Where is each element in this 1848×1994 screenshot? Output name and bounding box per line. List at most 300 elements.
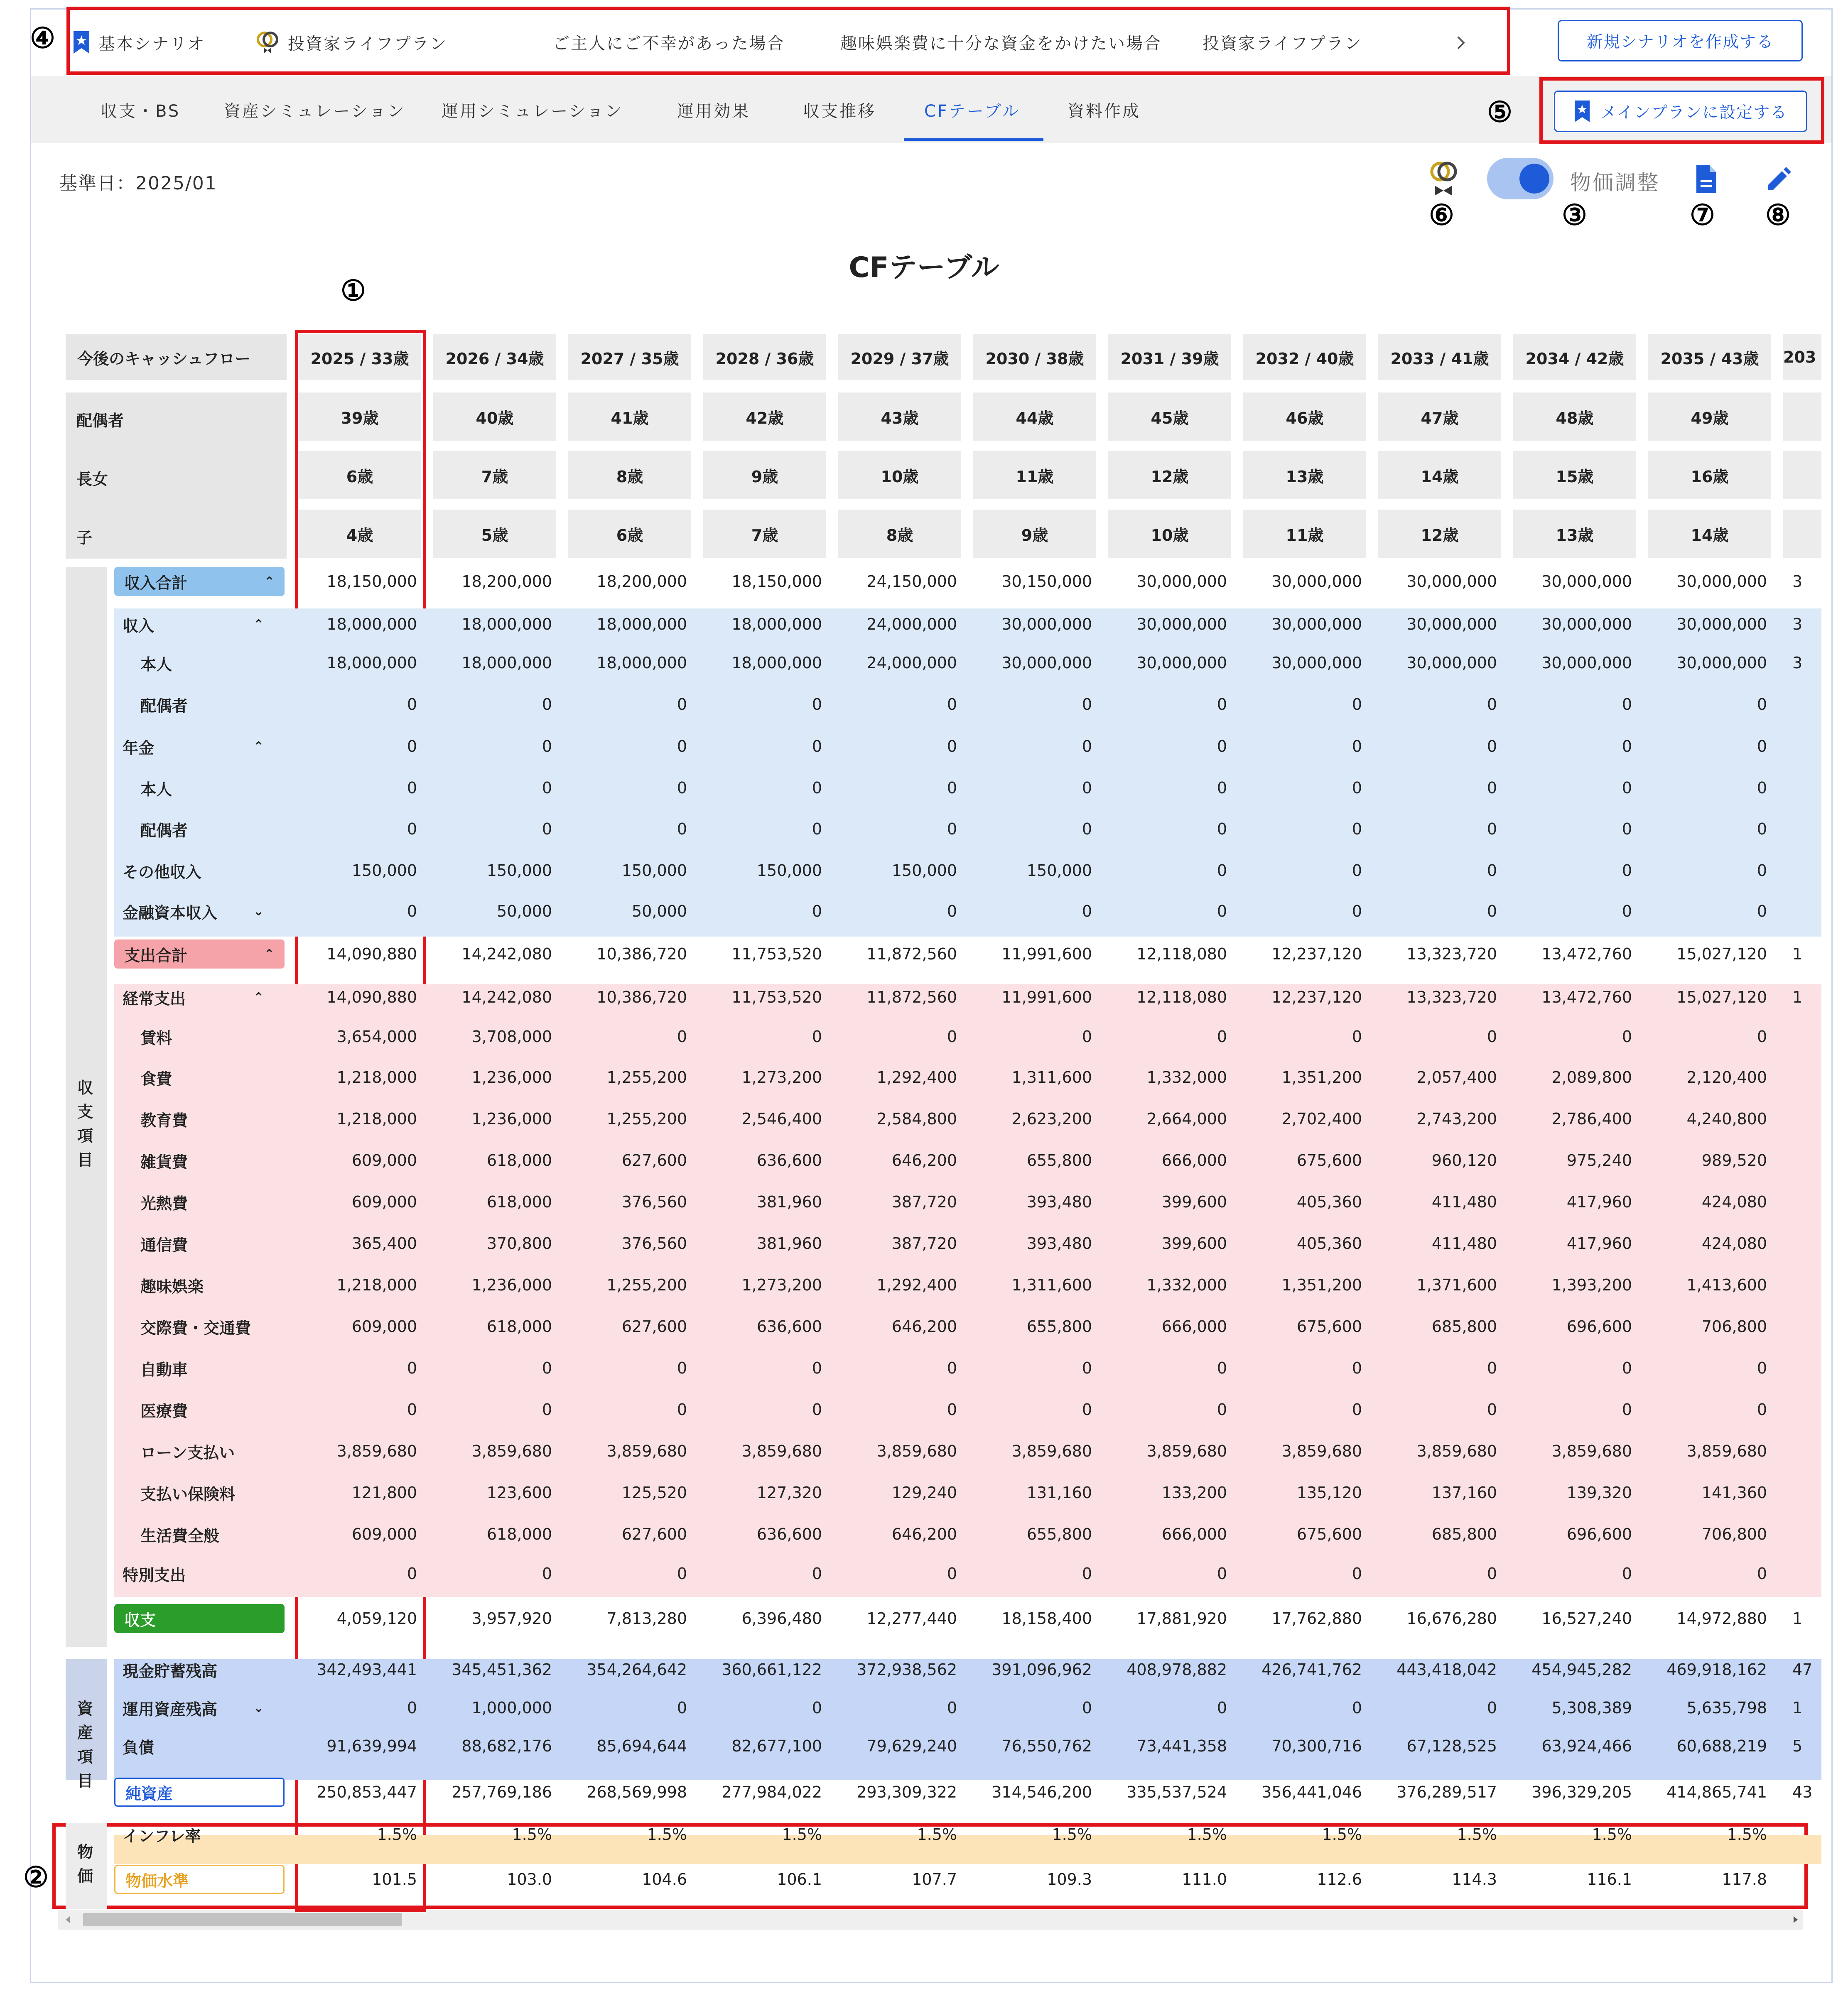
- table-cell: 16,527,240: [1541, 1609, 1632, 1628]
- table-cell: 16,676,280: [1406, 1609, 1497, 1628]
- table-cell: 14,090,880: [326, 988, 417, 1006]
- year-header: 2035 / 43歳: [1648, 334, 1771, 380]
- table-cell: 0: [1487, 820, 1497, 838]
- row-label: [140, 649, 172, 677]
- scroll-right-icon[interactable]: [1790, 1915, 1800, 1925]
- base-date: 基準日：2025/01: [59, 173, 217, 194]
- table-cell: 405,360: [1296, 1193, 1362, 1211]
- table-cell: 376,560: [621, 1193, 687, 1211]
- table-cell: 18,000,000: [731, 654, 822, 672]
- table-cell: 0: [812, 1359, 822, 1377]
- family-age: 48歳: [1513, 392, 1636, 441]
- table-cell: 0: [1622, 1359, 1632, 1377]
- row-label: [123, 1822, 201, 1847]
- table-cell: 2,120,400: [1686, 1068, 1767, 1087]
- scenario-tab-label: 趣味娯楽費に十分な資金をかけたい場合: [840, 34, 1162, 53]
- scenario-tab-label: 基本シナリオ: [98, 34, 206, 54]
- table-cell: 106.1: [777, 1870, 822, 1889]
- row-pill-29[interactable]: [114, 1778, 285, 1807]
- table-title: CFテーブル: [849, 251, 999, 284]
- table-cell: 0: [1082, 902, 1092, 920]
- row-label[interactable]: [123, 1694, 264, 1722]
- table-cell: 0: [1217, 1359, 1227, 1377]
- table-cell: 666,000: [1161, 1525, 1227, 1543]
- new-scenario-button[interactable]: 新規シナリオを作成する: [1558, 20, 1803, 61]
- table-cell: 0: [1487, 695, 1497, 714]
- row-label-text: 収支: [124, 1611, 156, 1629]
- row-label-text: ローン支払い: [140, 1443, 235, 1462]
- row-label-text: その他収入: [123, 863, 202, 881]
- annotation-6: ⑥: [1429, 199, 1454, 232]
- table-cell: 370,800: [486, 1234, 552, 1253]
- table-cell: 627,600: [621, 1525, 687, 1543]
- table-cell: 293,309,322: [857, 1783, 957, 1801]
- table-cell: 609,000: [351, 1317, 417, 1336]
- rings-icon[interactable]: [1429, 160, 1458, 197]
- row-label[interactable]: [123, 897, 264, 925]
- row-label[interactable]: [123, 732, 264, 760]
- chevron-up-icon[interactable]: ⌃: [253, 617, 264, 632]
- table-cell: 0: [542, 695, 552, 714]
- table-cell: 150,000: [351, 861, 417, 880]
- table-cell: 469,918,162: [1666, 1660, 1767, 1679]
- row-pill-25[interactable]: [114, 1604, 285, 1633]
- table-cell: 107.7: [912, 1870, 957, 1889]
- table-cell: 1,218,000: [336, 1276, 417, 1294]
- table-cell: 0: [1487, 1028, 1497, 1046]
- table-cell: 0: [1217, 1565, 1227, 1583]
- family-age: [1783, 510, 1821, 558]
- tab-item[interactable]: 運用シミュレーション: [442, 101, 623, 121]
- row-label-text: 現金貯蓄残高: [123, 1662, 218, 1680]
- tab-item[interactable]: 運用効果: [677, 101, 750, 121]
- table-cell: 13,323,720: [1406, 945, 1497, 963]
- row-label-text: 医療費: [140, 1402, 188, 1420]
- table-cell: 14,972,880: [1676, 1609, 1767, 1628]
- table-cell: 0: [1757, 695, 1767, 714]
- pencil-icon[interactable]: [1765, 165, 1793, 193]
- table-cell: 112.6: [1317, 1870, 1362, 1889]
- table-cell: 0: [1352, 820, 1362, 838]
- family-age: 7歳: [433, 451, 556, 499]
- row-label-text: 収入合計: [124, 574, 188, 592]
- annotation-7: ⑦: [1690, 199, 1715, 232]
- section-label: 収 支 項 目: [77, 1079, 93, 1169]
- family-age: 8歳: [568, 451, 691, 499]
- row-label-text: 負債: [123, 1738, 155, 1757]
- family-age: 7歳: [703, 510, 826, 558]
- table-cell: 30,000,000: [1676, 615, 1767, 633]
- table-cell: 12,118,080: [1136, 945, 1227, 963]
- row-pill-9[interactable]: [114, 939, 285, 969]
- table-cell: 1,393,200: [1551, 1276, 1632, 1294]
- table-cell: 706,800: [1701, 1525, 1767, 1543]
- table-cell: 618,000: [486, 1151, 552, 1170]
- annotation-4: ④: [30, 22, 55, 55]
- table-cell: 0: [1082, 695, 1092, 714]
- row-pill-31[interactable]: [114, 1865, 285, 1894]
- table-cell: [1783, 897, 1821, 925]
- family-age: 5歳: [433, 510, 556, 558]
- table-cell: 30,000,000: [1136, 654, 1227, 672]
- row-label-text: 光熱費: [140, 1194, 188, 1213]
- annotation-1: ①: [341, 274, 366, 307]
- family-age: 16歳: [1648, 451, 1771, 499]
- table-cell: 18,150,000: [731, 572, 822, 591]
- table-cell: [1783, 815, 1821, 843]
- table-cell: 1.5%: [512, 1825, 552, 1844]
- table-cell: 150,000: [756, 861, 822, 880]
- table-cell: 646,200: [891, 1525, 957, 1543]
- table-cell: 11,872,560: [866, 945, 957, 963]
- tab-item[interactable]: 収支・BS: [101, 101, 181, 121]
- year-header: 203: [1783, 334, 1821, 380]
- table-cell: 0: [1622, 1028, 1632, 1046]
- row-label-text: 純資産: [125, 1784, 173, 1803]
- row-label[interactable]: [123, 1560, 186, 1588]
- table-cell: 0: [677, 1359, 687, 1377]
- table-cell: 79,629,240: [866, 1737, 957, 1755]
- table-cell: 3,859,680: [1011, 1442, 1092, 1460]
- table-cell: 30,150,000: [1001, 572, 1092, 591]
- table-cell: 82,677,100: [731, 1737, 822, 1755]
- table-cell: 139,320: [1566, 1484, 1632, 1502]
- scenario-tab-label: ご主人にご不幸があった場合: [553, 34, 785, 53]
- table-cell: 30,000,000: [1001, 654, 1092, 672]
- tab-item[interactable]: 資産シミュレーション: [224, 101, 406, 121]
- table-cell: 360,661,122: [722, 1660, 822, 1679]
- table-cell: 0: [1622, 1565, 1632, 1583]
- row-label-text: 配偶者: [140, 697, 188, 715]
- table-cell: [1783, 690, 1821, 719]
- year-header: 2031 / 39歳: [1108, 334, 1231, 380]
- year-header: 2028 / 36歳: [703, 334, 826, 380]
- table-cell: 11,753,520: [731, 945, 822, 963]
- table-cell: [1783, 774, 1821, 802]
- tab-item[interactable]: CFテーブル: [924, 101, 1021, 121]
- table-cell: 405,360: [1296, 1234, 1362, 1253]
- table-cell: 2,623,200: [1011, 1110, 1092, 1128]
- table-cell: 335,537,524: [1126, 1783, 1227, 1801]
- table-cell: 3,859,680: [1146, 1442, 1227, 1460]
- table-cell: 104.6: [642, 1870, 687, 1889]
- table-cell: [1783, 1063, 1821, 1091]
- table-cell: 0: [407, 1359, 417, 1377]
- family-age: 40歳: [433, 392, 556, 441]
- family-label: 配偶者: [76, 411, 124, 430]
- year-header: 2034 / 42歳: [1513, 334, 1636, 380]
- table-cell: 0: [542, 1400, 552, 1419]
- row-label-text: 本人: [140, 655, 172, 674]
- table-cell: 609,000: [351, 1193, 417, 1211]
- section-label: 物 価: [77, 1843, 93, 1885]
- table-cell: 0: [677, 1028, 687, 1046]
- table-cell: 0: [1352, 779, 1362, 797]
- family-age: [1783, 451, 1821, 499]
- table-cell: 443,418,042: [1396, 1660, 1497, 1679]
- table-cell: 43: [1792, 1783, 1813, 1801]
- family-age: 6歳: [298, 451, 421, 499]
- table-cell: 0: [1352, 1359, 1362, 1377]
- row-label: [140, 1271, 204, 1299]
- table-cell: [1783, 1354, 1821, 1382]
- table-cell: 0: [407, 1400, 417, 1419]
- row-label-text: 年金: [123, 738, 155, 757]
- table-cell: 30,000,000: [1541, 654, 1632, 672]
- table-cell: 116.1: [1587, 1870, 1632, 1889]
- table-cell: 268,569,998: [587, 1783, 687, 1801]
- table-cell: 376,560: [621, 1234, 687, 1253]
- table-cell: 250,853,447: [317, 1783, 417, 1801]
- table-cell: 1.5%: [1322, 1825, 1362, 1844]
- row-label-text: 食費: [140, 1069, 172, 1088]
- table-cell: 0: [407, 1699, 417, 1717]
- table-cell: 636,600: [756, 1525, 822, 1543]
- table-cell: 0: [812, 820, 822, 838]
- table-cell: 0: [1757, 902, 1767, 920]
- table-cell: 0: [677, 779, 687, 797]
- table-cell: 354,264,642: [587, 1660, 687, 1679]
- table-cell: 376,289,517: [1396, 1783, 1497, 1801]
- scenario-tab-label: 投資家ライフプラン: [1203, 34, 1362, 53]
- row-pill-0[interactable]: [114, 567, 285, 596]
- row-label: [140, 774, 172, 802]
- table-cell: 1,332,000: [1146, 1068, 1227, 1087]
- row-label: [140, 1188, 188, 1216]
- table-cell: 0: [1622, 695, 1632, 714]
- table-cell: 0: [947, 902, 957, 920]
- row-label[interactable]: [123, 983, 264, 1012]
- table-cell: 1,218,000: [336, 1110, 417, 1128]
- table-cell: 5,635,798: [1686, 1699, 1767, 1717]
- row-label-text: 支出合計: [124, 946, 188, 965]
- table-cell: 618,000: [486, 1193, 552, 1211]
- table-cell: 50,000: [632, 902, 687, 920]
- table-cell: 0: [1487, 902, 1497, 920]
- table-cell: 342,493,441: [317, 1660, 417, 1679]
- row-label-text: 収入: [123, 616, 155, 635]
- table-cell: 0: [812, 1028, 822, 1046]
- year-header: 2026 / 34歳: [433, 334, 556, 380]
- document-icon[interactable]: [1695, 164, 1718, 194]
- table-cell: 30,000,000: [1676, 654, 1767, 672]
- table-cell: 424,080: [1701, 1193, 1767, 1211]
- price-adjust-label: 物価調整: [1570, 171, 1660, 195]
- table-cell: 13,472,760: [1541, 945, 1632, 963]
- table-cell: 411,480: [1431, 1193, 1497, 1211]
- family-age: 10歳: [838, 451, 961, 499]
- table-cell: 0: [677, 737, 687, 755]
- table-cell: 11,872,560: [866, 988, 957, 1006]
- chevron-down-icon[interactable]: ⌄: [253, 904, 264, 919]
- tab-item[interactable]: 資料作成: [1068, 101, 1141, 121]
- table-cell: 101.5: [372, 1870, 417, 1889]
- table-cell: 30,000,000: [1406, 654, 1497, 672]
- family-age: 14歳: [1648, 510, 1771, 558]
- table-cell: [1783, 1437, 1821, 1465]
- table-cell: 1,000,000: [471, 1699, 552, 1717]
- table-cell: 18,000,000: [326, 654, 417, 672]
- family-age: 9歳: [703, 451, 826, 499]
- scroll-left-icon[interactable]: [63, 1915, 73, 1925]
- table-cell: 0: [947, 1028, 957, 1046]
- tab-item[interactable]: 収支推移: [803, 101, 876, 121]
- table-cell: [1783, 1188, 1821, 1216]
- row-label-text: 自動車: [140, 1360, 188, 1379]
- table-cell: 0: [1757, 737, 1767, 755]
- table-cell: 0: [1757, 779, 1767, 797]
- table-cell: 1,311,600: [1011, 1276, 1092, 1294]
- table-cell: 685,800: [1431, 1525, 1497, 1543]
- table-cell: 454,945,282: [1531, 1660, 1632, 1679]
- table-cell: 18,000,000: [461, 654, 552, 672]
- table-cell: [1783, 856, 1821, 885]
- table-cell: 0: [812, 1699, 822, 1717]
- table-cell: 3,859,680: [1281, 1442, 1362, 1460]
- table-cell: 356,441,046: [1261, 1783, 1362, 1801]
- family-age: 49歳: [1648, 392, 1771, 441]
- table-cell: 18,150,000: [326, 572, 417, 591]
- table-cell: 24,000,000: [866, 654, 957, 672]
- table-cell: 1: [1792, 1609, 1803, 1628]
- row-label-text: 趣味娯楽: [140, 1277, 204, 1296]
- table-cell: 3,859,680: [876, 1442, 957, 1460]
- table-cell: 2,546,400: [741, 1110, 822, 1128]
- table-cell: 3,859,680: [471, 1442, 552, 1460]
- table-cell: 1,255,200: [606, 1110, 687, 1128]
- scenario-tab-label: 投資家ライフプラン: [288, 34, 448, 54]
- table-cell: 24,150,000: [866, 572, 957, 591]
- table-cell: 6,396,480: [741, 1609, 822, 1628]
- chevron-up-icon[interactable]: ⌃: [264, 574, 275, 589]
- table-cell: 30,000,000: [1406, 572, 1497, 591]
- section-label: 資 産 項 目: [77, 1700, 93, 1790]
- row-label-text: 特別支出: [123, 1566, 186, 1584]
- table-cell: 137,160: [1431, 1484, 1497, 1502]
- table-cell: 0: [1622, 1400, 1632, 1419]
- table-cell: 30,000,000: [1136, 615, 1227, 633]
- table-cell: 1,255,200: [606, 1068, 687, 1087]
- table-cell: 117.8: [1722, 1870, 1767, 1889]
- table-cell: [1783, 732, 1821, 760]
- family-age: 11歳: [973, 451, 1096, 499]
- family-age: 42歳: [703, 392, 826, 441]
- table-cell: 0: [1082, 1565, 1092, 1583]
- family-age: [1783, 392, 1821, 441]
- table-cell: 675,600: [1296, 1151, 1362, 1170]
- annotation-5: ⑤: [1487, 96, 1512, 129]
- table-cell: 666,000: [1161, 1317, 1227, 1336]
- table-cell: 685,800: [1431, 1317, 1497, 1336]
- family-age: 6歳: [568, 510, 691, 558]
- row-label[interactable]: [123, 856, 201, 885]
- row-label-text: 物価水準: [125, 1871, 189, 1890]
- table-cell: 0: [1622, 902, 1632, 920]
- row-label[interactable]: [123, 610, 264, 639]
- table-cell: 417,960: [1566, 1234, 1632, 1253]
- table-cell: 387,720: [891, 1234, 957, 1253]
- chevron-up-icon[interactable]: ⌃: [253, 990, 264, 1005]
- table-cell: 1.5%: [1592, 1825, 1632, 1844]
- table-cell: 655,800: [1026, 1525, 1092, 1543]
- table-cell: 0: [407, 737, 417, 755]
- family-age: 12歳: [1378, 510, 1501, 558]
- table-cell: 3,859,680: [606, 1442, 687, 1460]
- row-label: [123, 1655, 217, 1684]
- table-cell: 14,242,080: [461, 988, 552, 1006]
- table-cell: 12,118,080: [1136, 988, 1227, 1006]
- row-label-text: 経常支出: [123, 989, 186, 1008]
- table-cell: 30,000,000: [1676, 572, 1767, 591]
- table-cell: 2,057,400: [1416, 1068, 1497, 1087]
- table-cell: 372,938,562: [857, 1660, 957, 1679]
- table-cell: 135,120: [1296, 1484, 1362, 1502]
- table-cell: 314,546,200: [991, 1783, 1092, 1801]
- price-adjust-toggle[interactable]: [1487, 158, 1553, 199]
- table-cell: 11,753,520: [731, 988, 822, 1006]
- table-cell: 121,800: [351, 1484, 417, 1502]
- table-cell: 17,762,880: [1271, 1609, 1362, 1628]
- family-age: 13歳: [1513, 510, 1636, 558]
- table-cell: 3,708,000: [471, 1028, 552, 1046]
- table-cell: 0: [1352, 1565, 1362, 1583]
- table-cell: 0: [677, 695, 687, 714]
- table-cell: 0: [1757, 861, 1767, 880]
- family-age: 4歳: [298, 510, 421, 558]
- table-cell: 5: [1792, 1737, 1803, 1755]
- table-cell: 114.3: [1452, 1870, 1497, 1889]
- table-cell: 127,320: [756, 1484, 822, 1502]
- table-cell: 131,160: [1026, 1484, 1092, 1502]
- table-cell: 0: [1217, 1028, 1227, 1046]
- table-cell: 0: [542, 1359, 552, 1377]
- table-cell: 30,000,000: [1271, 654, 1362, 672]
- table-cell: 4,240,800: [1686, 1110, 1767, 1128]
- chevron-up-icon[interactable]: ⌃: [264, 947, 275, 961]
- table-cell: 18,000,000: [461, 615, 552, 633]
- family-age: 45歳: [1108, 392, 1231, 441]
- row-label: [140, 1437, 235, 1465]
- scrollbar-thumb[interactable]: [83, 1913, 402, 1926]
- table-cell: 411,480: [1431, 1234, 1497, 1253]
- table-cell: 0: [947, 737, 957, 755]
- table-cell: 3,859,680: [336, 1442, 417, 1460]
- chevron-down-icon[interactable]: ⌄: [253, 1700, 264, 1715]
- table-cell: 0: [1352, 1028, 1362, 1046]
- row-label: [140, 1520, 219, 1548]
- annotation-3: ③: [1562, 199, 1587, 232]
- row-label: [140, 1312, 251, 1341]
- table-cell: 417,960: [1566, 1193, 1632, 1211]
- table-cell: 381,960: [756, 1193, 822, 1211]
- table-cell: 18,200,000: [461, 572, 552, 591]
- table-cell: 1.5%: [782, 1825, 822, 1844]
- annotation-2: ②: [23, 1861, 49, 1894]
- table-cell: 13,472,760: [1541, 988, 1632, 1006]
- table-cell: 0: [1082, 737, 1092, 755]
- row-label-text: 通信費: [140, 1236, 188, 1254]
- family-label: 子: [76, 528, 93, 547]
- table-cell: 18,158,400: [1001, 1609, 1092, 1628]
- table-cell: 18,000,000: [596, 615, 687, 633]
- row-label-text: 運用資産残高: [123, 1700, 218, 1719]
- table-cell: 960,120: [1431, 1151, 1497, 1170]
- table-cell: 0: [947, 695, 957, 714]
- chevron-up-icon[interactable]: ⌃: [253, 739, 264, 754]
- table-cell: 0: [812, 1400, 822, 1419]
- table-cell: 3,859,680: [741, 1442, 822, 1460]
- table-cell: 3,859,680: [1551, 1442, 1632, 1460]
